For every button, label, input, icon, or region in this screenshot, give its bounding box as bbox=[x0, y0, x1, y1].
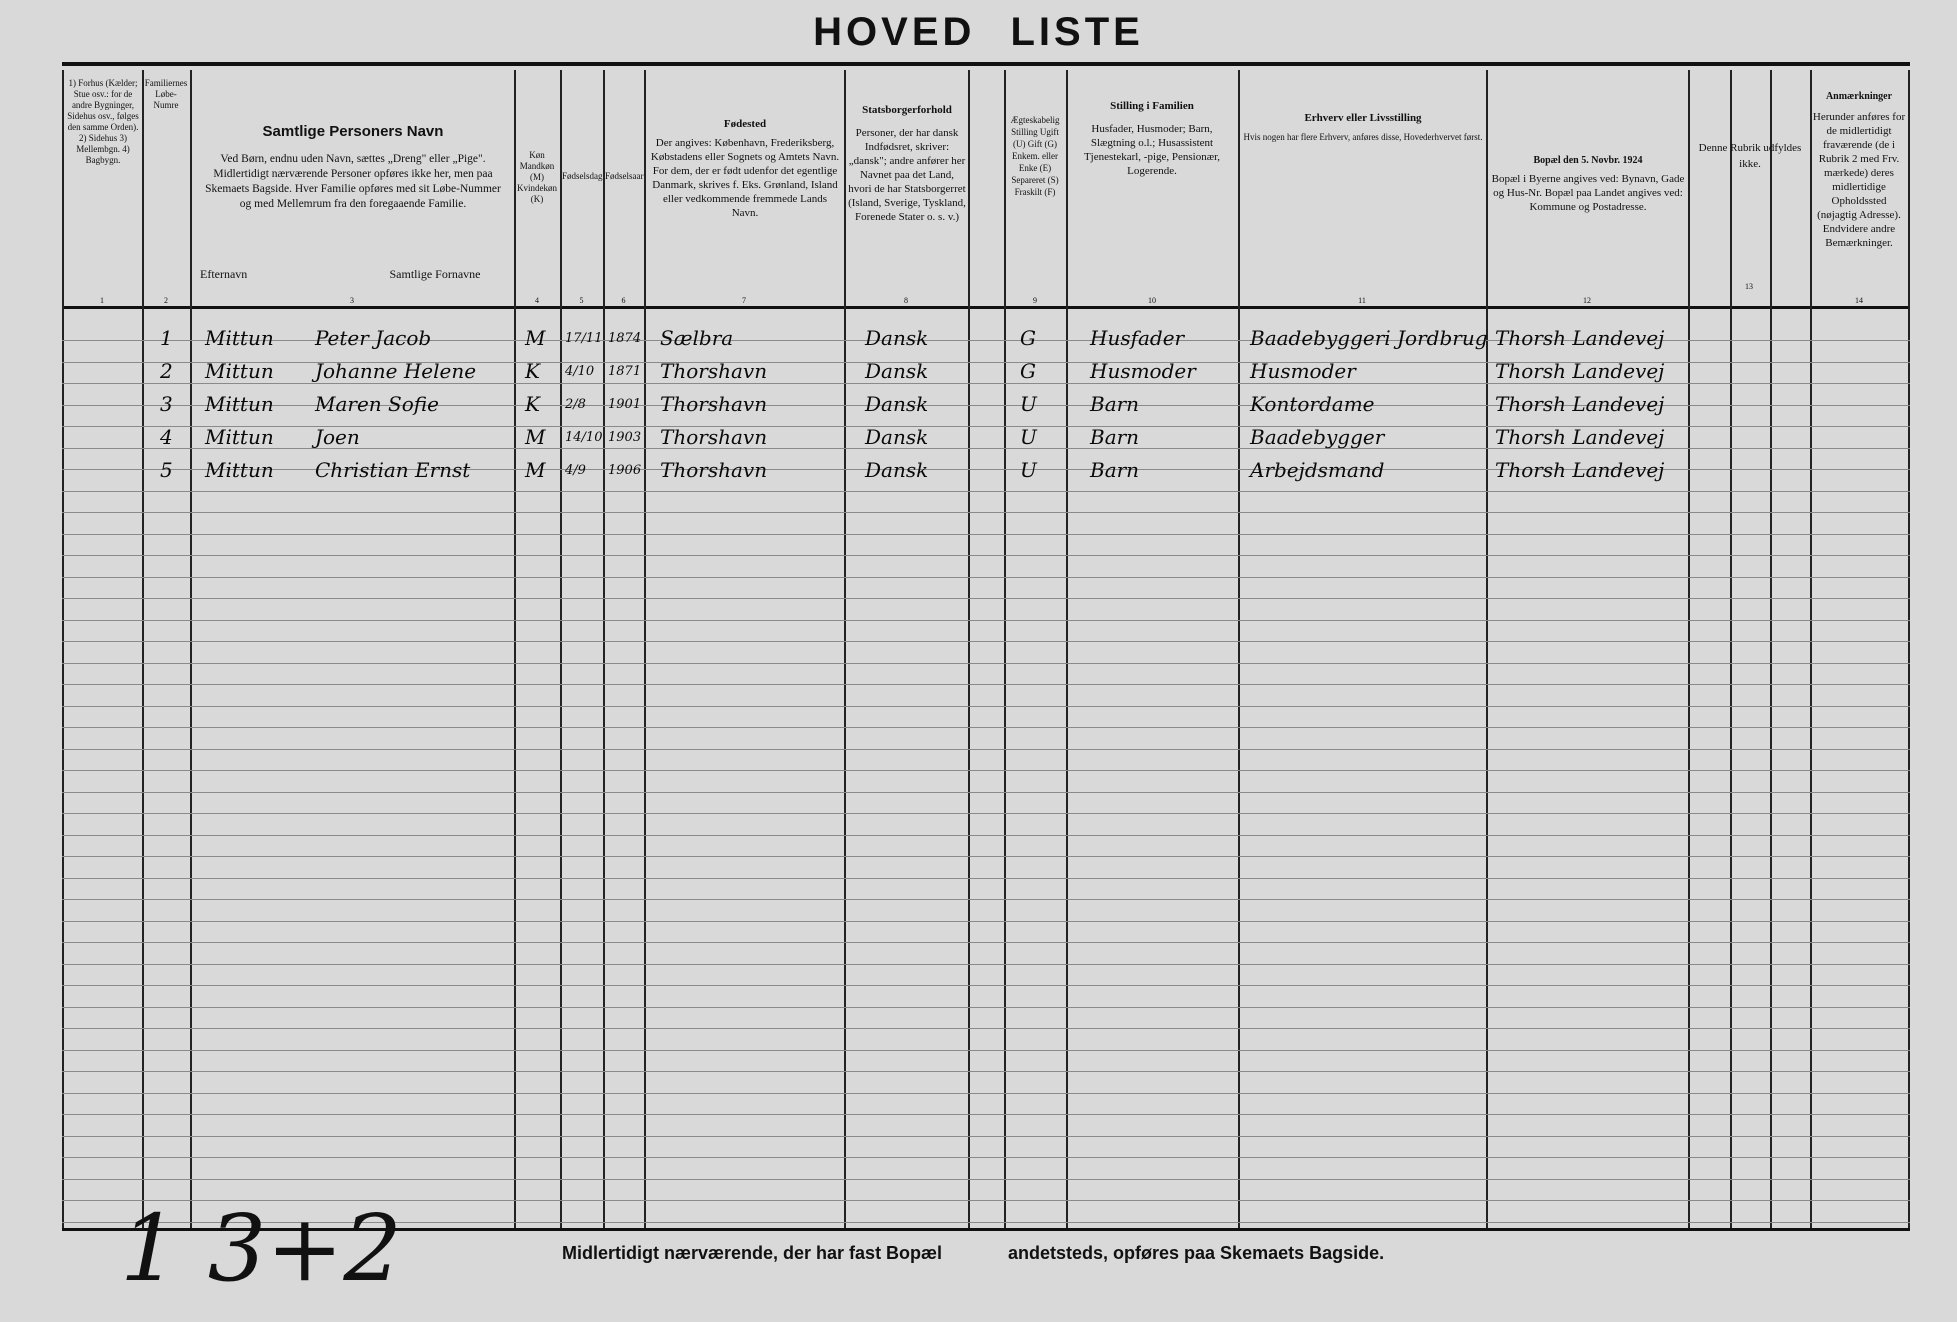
header-col13: Denne Rubrik udfyldes ikke. bbox=[1698, 142, 1802, 170]
row-3-residence: Thorsh Landevej bbox=[1495, 392, 1665, 416]
header-col3-surname: Efternavn bbox=[200, 267, 248, 281]
row-rule bbox=[62, 663, 1910, 664]
row-4-marital: U bbox=[1020, 425, 1037, 449]
row-1-num: 1 bbox=[160, 326, 173, 350]
row-rule bbox=[62, 598, 1910, 599]
row-rule bbox=[62, 1157, 1910, 1158]
row-5-num: 5 bbox=[160, 458, 173, 482]
row-3-given: Maren Sofie bbox=[315, 392, 439, 416]
column-number: 8 bbox=[904, 296, 908, 305]
row-rule bbox=[62, 684, 1910, 685]
row-rule bbox=[62, 491, 1910, 492]
row-5-marital: U bbox=[1020, 458, 1037, 482]
header-col3-given: Samtlige Fornavne bbox=[389, 267, 481, 281]
row-rule bbox=[62, 577, 1910, 578]
column-divider bbox=[1730, 70, 1732, 1228]
footer-note-right: andetsteds, opføres paa Skemaets Bagside. bbox=[1008, 1243, 1385, 1263]
handwritten-total: 1 3+2 bbox=[120, 1195, 402, 1302]
row-3-num: 3 bbox=[160, 392, 173, 416]
column-divider bbox=[560, 70, 562, 1228]
header-col11-body: Hvis nogen har flere Erhverv, anføres disse, Hovederhvervet først. bbox=[1243, 132, 1483, 142]
row-rule bbox=[62, 512, 1910, 513]
column-divider bbox=[968, 70, 970, 1228]
row-rule bbox=[62, 534, 1910, 535]
row-2-birthplace: Thorshavn bbox=[660, 359, 768, 383]
row-2-position: Husmoder bbox=[1090, 359, 1196, 383]
row-rule bbox=[62, 749, 1910, 750]
column-number: 12 bbox=[1583, 296, 1591, 305]
column-number: 6 bbox=[621, 296, 626, 305]
row-5-occupation: Arbejdsmand bbox=[1250, 458, 1385, 482]
row-2-surname: Mittun bbox=[205, 359, 274, 383]
row-4-position: Barn bbox=[1090, 425, 1140, 449]
row-4-given: Joen bbox=[315, 425, 360, 449]
page-title: HOVED LISTE bbox=[813, 10, 1144, 54]
header-col7-title: Fødested bbox=[723, 118, 767, 130]
header-col6: Fødselsaar bbox=[605, 171, 644, 181]
row-rule bbox=[62, 921, 1910, 922]
row-2-year: 1871 bbox=[608, 364, 642, 379]
row-1-marital: G bbox=[1020, 326, 1036, 350]
header-col5: Fødselsdag bbox=[562, 171, 603, 181]
row-1-sex: M bbox=[525, 326, 546, 350]
column-number: 10 bbox=[1148, 296, 1156, 305]
column-number: 9 bbox=[1033, 296, 1037, 305]
column-number: 11 bbox=[1358, 296, 1366, 305]
row-rule bbox=[62, 942, 1910, 943]
top-border bbox=[62, 62, 1910, 66]
row-5-given: Christian Ernst bbox=[315, 458, 471, 482]
row-rule bbox=[62, 620, 1910, 621]
row-rule bbox=[62, 727, 1910, 728]
row-1-surname: Mittun bbox=[205, 326, 274, 350]
column-number: 13 bbox=[1745, 282, 1753, 291]
row-rule bbox=[62, 1050, 1910, 1051]
header-col10-body: Husfader, Husmoder; Barn, Slægtning o.l.; Husassistent Tjenestekarl, -pige, Pensionær, Logerende. bbox=[1083, 123, 1221, 177]
footer-note-left: Midlertidigt nærværende, der har fast Bopæl bbox=[562, 1243, 943, 1263]
row-rule bbox=[62, 985, 1910, 986]
row-2-sex: K bbox=[525, 359, 540, 383]
column-divider bbox=[844, 70, 846, 1228]
row-2-num: 2 bbox=[160, 359, 173, 383]
header-col9: Ægteskabelig Stilling Ugift (U) Gift (G) Enkem. eller Enke (E) Separeret (S) Fraskilt (F) bbox=[1010, 115, 1060, 197]
row-3-position: Barn bbox=[1090, 392, 1140, 416]
column-divider bbox=[1688, 70, 1690, 1228]
header-col7-body: Der angives: København, Frederiksberg, Købstadens eller Sognets og Amtets Navn. For dem, der er født udenfor det egentlige Danmark, skrives f. Eks. Grønland, Island eller vedkommende fremmede Lands Navn. bbox=[650, 137, 840, 219]
row-2-citizen: Dansk bbox=[865, 359, 929, 383]
row-rule bbox=[62, 856, 1910, 857]
row-4-surname: Mittun bbox=[205, 425, 274, 449]
row-4-num: 4 bbox=[160, 425, 173, 449]
column-divider bbox=[603, 70, 605, 1228]
header-col3-body: Ved Børn, endnu uden Navn, sættes „Dreng" eller „Pige". Midlertidigt nærværende Personer opføres ikke her, men paa Skemaets Bagside. Hver Familie opføres med sit Løbe-Nummer og med Mellemrum fra den foregaaende Familie. bbox=[205, 153, 501, 210]
column-divider bbox=[142, 70, 144, 1228]
row-4-birthplace: Thorshavn bbox=[660, 425, 768, 449]
column-divider bbox=[1004, 70, 1006, 1228]
header-col3-title: Samtlige Personers Navn bbox=[262, 123, 444, 140]
row-4-occupation: Baadebygger bbox=[1250, 425, 1385, 449]
row-5-sex: M bbox=[525, 458, 546, 482]
row-rule bbox=[62, 835, 1910, 836]
column-divider bbox=[1066, 70, 1068, 1228]
row-5-citizen: Dansk bbox=[865, 458, 929, 482]
column-number: 2 bbox=[164, 296, 168, 305]
row-1-occupation: Baadebyggeri Jordbrug bbox=[1250, 326, 1488, 350]
column-number: 14 bbox=[1855, 296, 1863, 305]
header-col8-body: Personer, der har dansk Indfødsret, skriver: „dansk"; andre anfører her Navnet paa det Land, hvori de har Statsborgerret (Island, Sverige, Tyskland, Forenede Stater o. s. v.) bbox=[848, 127, 966, 223]
row-5-surname: Mittun bbox=[205, 458, 274, 482]
row-2-residence: Thorsh Landevej bbox=[1495, 359, 1665, 383]
row-rule bbox=[62, 1136, 1910, 1137]
row-4-residence: Thorsh Landevej bbox=[1495, 425, 1665, 449]
column-divider bbox=[190, 70, 192, 1228]
row-5-day: 4/9 bbox=[565, 463, 586, 478]
header-col4: Køn Mandkøn (M) Kvindekøn (K) bbox=[517, 150, 557, 204]
row-3-citizen: Dansk bbox=[865, 392, 929, 416]
row-5-position: Barn bbox=[1090, 458, 1140, 482]
row-4-sex: M bbox=[525, 425, 546, 449]
row-rule bbox=[62, 899, 1910, 900]
column-divider bbox=[1908, 70, 1910, 1228]
row-rule bbox=[62, 964, 1910, 965]
column-divider bbox=[1770, 70, 1772, 1228]
row-1-citizen: Dansk bbox=[865, 326, 929, 350]
row-rule bbox=[62, 383, 1910, 384]
header-col1: 1) Forhus (Kælder; Stue osv.: for de andre Bygninger, Sidehus osv., følges den samme Orden). 2) Sidehus 3) Mellembgn. 4) Bagbygn. bbox=[67, 78, 139, 165]
row-4-citizen: Dansk bbox=[865, 425, 929, 449]
row-rule bbox=[62, 706, 1910, 707]
row-5-year: 1906 bbox=[608, 463, 642, 478]
header-col10-title: Stilling i Familien bbox=[1110, 100, 1194, 112]
row-2-marital: G bbox=[1020, 359, 1036, 383]
row-1-day: 17/11 bbox=[565, 331, 603, 346]
row-rule bbox=[62, 813, 1910, 814]
row-rule bbox=[62, 878, 1910, 879]
row-4-day: 14/10 bbox=[565, 430, 603, 445]
row-4-year: 1903 bbox=[608, 430, 642, 445]
row-rule bbox=[62, 1114, 1910, 1115]
row-2-occupation: Husmoder bbox=[1250, 359, 1356, 383]
column-number: 4 bbox=[535, 296, 539, 305]
row-3-sex: K bbox=[525, 392, 540, 416]
row-rule bbox=[62, 1093, 1910, 1094]
row-5-birthplace: Thorshavn bbox=[660, 458, 768, 482]
row-rule bbox=[62, 1071, 1910, 1072]
row-rule bbox=[62, 641, 1910, 642]
row-2-day: 4/10 bbox=[565, 364, 595, 379]
header-col2: Familiernes Løbe-Numre bbox=[144, 78, 188, 110]
row-1-birthplace: Sælbra bbox=[660, 326, 734, 350]
column-divider bbox=[62, 70, 64, 1228]
row-1-given: Peter Jacob bbox=[315, 326, 432, 350]
row-5-residence: Thorsh Landevej bbox=[1495, 458, 1665, 482]
header-col12-title: Bopæl den 5. Novbr. 1924 bbox=[1533, 155, 1643, 166]
column-divider bbox=[1238, 70, 1240, 1228]
column-number: 5 bbox=[579, 296, 584, 305]
header-col12-body: Bopæl i Byerne angives ved: Bynavn, Gade og Hus-Nr. Bopæl paa Landet angives ved: Kommune og Postadresse. bbox=[1491, 173, 1685, 213]
row-3-marital: U bbox=[1020, 392, 1037, 416]
column-number: 3 bbox=[350, 296, 354, 305]
header-col14-title: Anmærkninger bbox=[1825, 91, 1893, 102]
row-rule bbox=[62, 792, 1910, 793]
header-col11-title: Erhverv eller Livsstilling bbox=[1304, 112, 1422, 124]
column-divider bbox=[514, 70, 516, 1228]
row-2-given: Johanne Helene bbox=[315, 359, 477, 383]
row-rule bbox=[62, 770, 1910, 771]
header-rule bbox=[62, 306, 1910, 309]
row-1-residence: Thorsh Landevej bbox=[1495, 326, 1665, 350]
row-1-year: 1874 bbox=[608, 331, 642, 346]
column-divider bbox=[644, 70, 646, 1228]
row-rule bbox=[62, 1179, 1910, 1180]
row-rule bbox=[62, 1007, 1910, 1008]
row-3-day: 2/8 bbox=[565, 397, 586, 412]
row-3-occupation: Kontordame bbox=[1250, 392, 1375, 416]
column-divider bbox=[1486, 70, 1488, 1228]
row-3-birthplace: Thorshavn bbox=[660, 392, 768, 416]
header-col8-title: Statsborgerforhold bbox=[862, 104, 952, 116]
row-rule bbox=[62, 1028, 1910, 1029]
row-3-year: 1901 bbox=[608, 397, 642, 412]
row-1-position: Husfader bbox=[1090, 326, 1185, 350]
header-col14-body: Herunder anføres for de midlertidigt fraværende (de i Rubrik 2 med Frv. mærkede) deres midlertidige Opholdssted (nøjagtig Adresse). Endvidere andre Bemærkninger. bbox=[1812, 111, 1906, 249]
row-3-surname: Mittun bbox=[205, 392, 274, 416]
row-rule bbox=[62, 555, 1910, 556]
column-number: 7 bbox=[742, 296, 746, 305]
column-number: 1 bbox=[100, 296, 104, 305]
